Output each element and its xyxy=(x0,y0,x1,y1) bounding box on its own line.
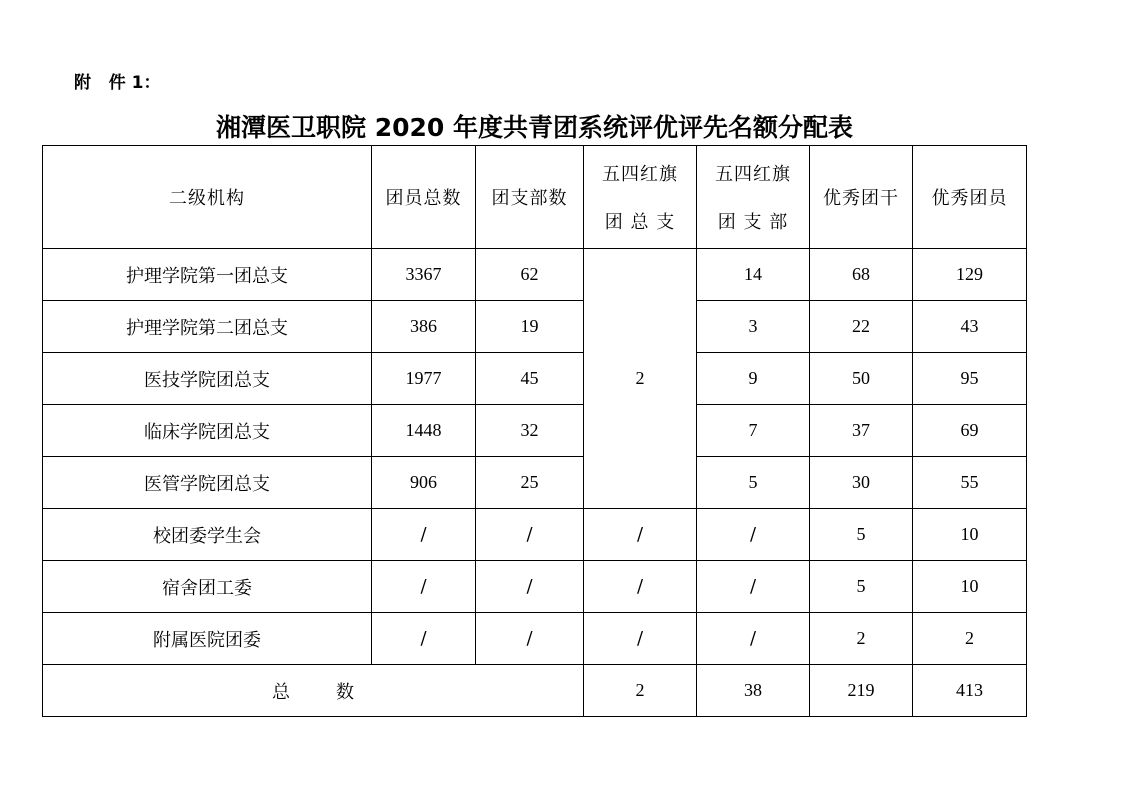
header-excellent-member: 优秀团员 xyxy=(913,146,1027,249)
header-org: 二级机构 xyxy=(43,146,372,249)
table-row xyxy=(43,561,1027,613)
cell-org: 临床学院团总支 xyxy=(43,405,372,457)
total-red-flag-general: 2 xyxy=(584,665,697,717)
cell-excellent-member: 69 xyxy=(913,405,1027,457)
cell-excellent-member: 2 xyxy=(913,613,1027,665)
cell-excellent-cadre: 2 xyxy=(810,613,913,665)
cell-branches: 32 xyxy=(476,405,584,457)
cell-members: 1448 xyxy=(372,405,476,457)
cell-red-flag-branch: / xyxy=(697,613,810,665)
total-excellent-member: 413 xyxy=(913,665,1027,717)
cell-org: 医管学院团总支 xyxy=(43,457,372,509)
cell-excellent-cadre: 5 xyxy=(810,509,913,561)
cell-excellent-cadre: 22 xyxy=(810,301,913,353)
header-red-flag-general-line2: 团 总 支 xyxy=(604,212,676,233)
cell-red-flag-branch: 5 xyxy=(697,457,810,509)
header-red-flag-general-line1: 五四红旗 xyxy=(602,164,678,185)
cell-branches: 25 xyxy=(476,457,584,509)
attachment-label: 附 件 1： xyxy=(74,73,161,93)
cell-excellent-member: 95 xyxy=(913,353,1027,405)
table-row xyxy=(43,249,1027,301)
cell-org: 医技学院团总支 xyxy=(43,353,372,405)
cell-excellent-member: 43 xyxy=(913,301,1027,353)
cell-branches: 45 xyxy=(476,353,584,405)
cell-excellent-cadre: 37 xyxy=(810,405,913,457)
table-header-row xyxy=(43,146,1027,249)
cell-org: 校团委学生会 xyxy=(43,509,372,561)
cell-red-flag-general-merged: 2 xyxy=(584,249,697,509)
cell-members: 906 xyxy=(372,457,476,509)
cell-excellent-member: 10 xyxy=(913,509,1027,561)
cell-excellent-cadre: 30 xyxy=(810,457,913,509)
cell-red-flag-general: / xyxy=(584,613,697,665)
header-branches: 团支部数 xyxy=(476,146,584,249)
cell-org: 附属医院团委 xyxy=(43,613,372,665)
cell-excellent-cadre: 68 xyxy=(810,249,913,301)
total-label-part1: 总 xyxy=(272,681,290,703)
page-title: 湘潭医卫职院 2020 年度共青团系统评优评先名额分配表 xyxy=(216,113,853,142)
cell-members: 386 xyxy=(372,301,476,353)
cell-red-flag-branch: / xyxy=(697,561,810,613)
cell-org: 护理学院第一团总支 xyxy=(43,249,372,301)
table-row xyxy=(43,509,1027,561)
cell-excellent-member: 129 xyxy=(913,249,1027,301)
total-excellent-cadre: 219 xyxy=(810,665,913,717)
cell-excellent-member: 10 xyxy=(913,561,1027,613)
cell-excellent-cadre: 5 xyxy=(810,561,913,613)
cell-members: / xyxy=(372,561,476,613)
header-red-flag-branch-line1: 五四红旗 xyxy=(715,164,791,185)
header-red-flag-branch xyxy=(697,146,810,249)
total-label xyxy=(43,665,584,717)
cell-branches: / xyxy=(476,561,584,613)
allocation-table xyxy=(42,145,1027,717)
cell-org: 护理学院第二团总支 xyxy=(43,301,372,353)
cell-members: / xyxy=(372,613,476,665)
cell-branches: / xyxy=(476,509,584,561)
cell-branches: / xyxy=(476,613,584,665)
cell-red-flag-branch: 9 xyxy=(697,353,810,405)
cell-excellent-member: 55 xyxy=(913,457,1027,509)
table-row xyxy=(43,353,1027,405)
cell-red-flag-branch: 3 xyxy=(697,301,810,353)
table-row xyxy=(43,405,1027,457)
cell-red-flag-branch: 7 xyxy=(697,405,810,457)
cell-excellent-cadre: 50 xyxy=(810,353,913,405)
total-label-part2: 数 xyxy=(336,681,354,703)
header-red-flag-general xyxy=(584,146,697,249)
table-row xyxy=(43,613,1027,665)
table-row xyxy=(43,301,1027,353)
cell-red-flag-branch: 14 xyxy=(697,249,810,301)
cell-branches: 19 xyxy=(476,301,584,353)
header-excellent-cadre: 优秀团干 xyxy=(810,146,913,249)
cell-red-flag-general: / xyxy=(584,561,697,613)
table-row xyxy=(43,457,1027,509)
cell-members: 1977 xyxy=(372,353,476,405)
cell-members: / xyxy=(372,509,476,561)
total-red-flag-branch: 38 xyxy=(697,665,810,717)
header-red-flag-branch-line2: 团 支 部 xyxy=(717,212,789,233)
cell-branches: 62 xyxy=(476,249,584,301)
header-members: 团员总数 xyxy=(372,146,476,249)
cell-red-flag-general: / xyxy=(584,509,697,561)
cell-org: 宿舍团工委 xyxy=(43,561,372,613)
total-row xyxy=(43,665,1027,717)
cell-members: 3367 xyxy=(372,249,476,301)
cell-red-flag-branch: / xyxy=(697,509,810,561)
